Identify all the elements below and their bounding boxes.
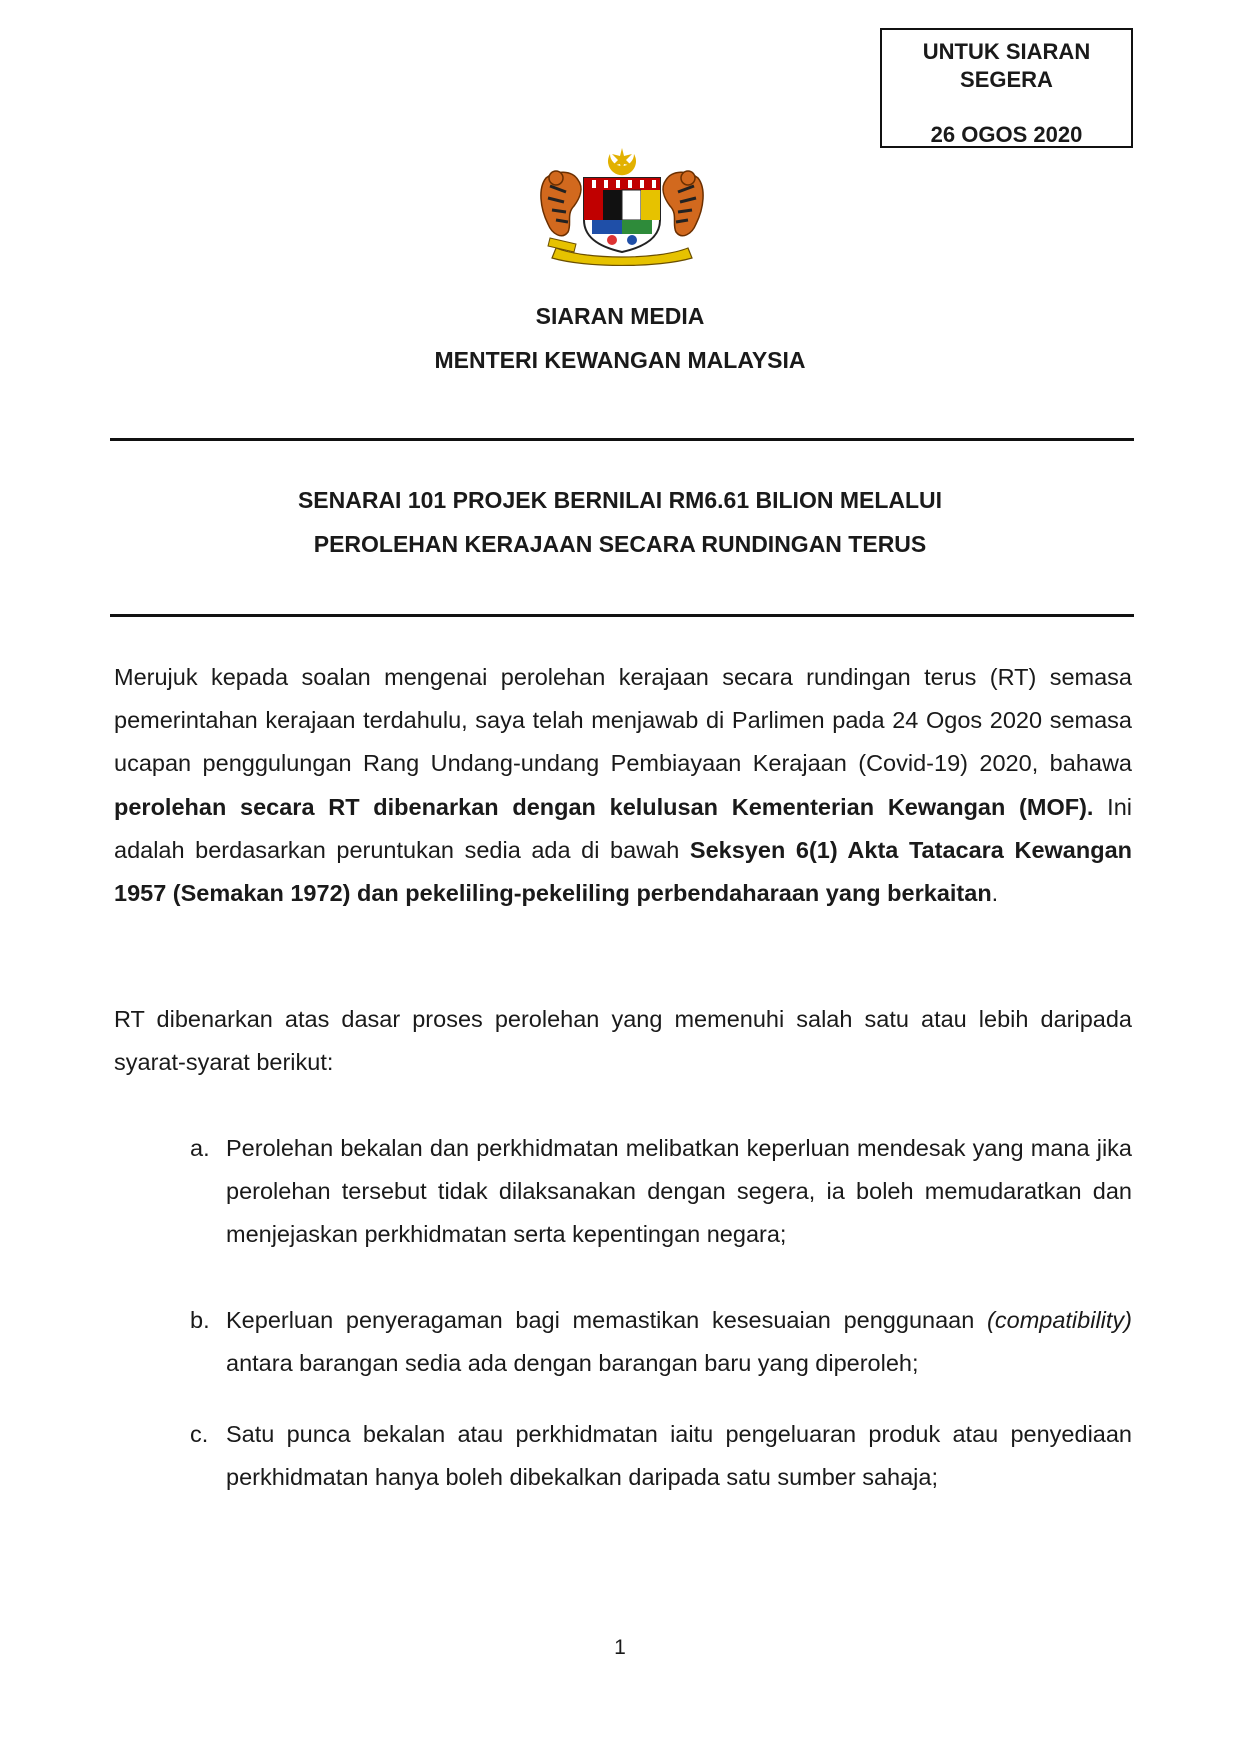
bottom-divider xyxy=(110,614,1134,617)
list-marker: b. xyxy=(190,1307,210,1333)
title-line1: SENARAI 101 PROJEK BERNILAI RM6.61 BILION MELALUI xyxy=(297,487,943,513)
media-release-label: SIARAN MEDIA xyxy=(535,303,705,329)
page-number: 1 xyxy=(614,1636,626,1659)
intro-bold-1: perolehan secara RT dibenarkan dengan kelulusan Kementerian Kewangan (MOF). xyxy=(114,793,1094,820)
ministry-name: MENTERI KEWANGAN MALAYSIA xyxy=(434,347,806,373)
list-item-italic: (compatibility) xyxy=(987,1307,1132,1333)
top-divider xyxy=(110,438,1134,441)
intro-text-1: Merujuk kepada soalan mengenai perolehan kerajaan secara rundingan terus (RT) semasa pemerintahan kerajaan terdahulu, saya telah menjawab di Parlimen pada 24 Ogos 2020 semasa ucapan penggulungan Rang Undang-undang Pembiayaan Kerajaan (Covid-19) 2020, bahawa xyxy=(114,664,1132,777)
title-line2: PEROLEHAN KERAJAAN SECARA RUNDINGAN TERUS xyxy=(313,531,927,557)
list-item-text-before: Keperluan penyeragaman bagi memastikan kesesuaian penggunaan xyxy=(226,1307,988,1333)
list-item-text: Satu punca bekalan atau perkhidmatan iaitu pengeluaran produk atau penyediaan perkhidmatan hanya boleh dibekalkan daripada satu sumber sahaja; xyxy=(226,1421,1132,1491)
intro-text-3: . xyxy=(991,880,999,907)
list-item xyxy=(190,1127,1132,1257)
intro-bold-2: Seksyen 6(1) Akta Tatacara Kewangan 1957 (Semakan 1972) dan pekeliling-pekeliling perbendaharaan yang berkaitan xyxy=(114,836,1132,907)
list-item-text-after: antara barangan sedia ada dengan barangan baru yang diperoleh; xyxy=(226,1350,919,1377)
list-item xyxy=(190,1299,1132,1385)
list-marker: c. xyxy=(190,1421,209,1447)
release-status-line2: SEGERA xyxy=(960,67,1053,92)
release-date: 26 OGOS 2020 xyxy=(930,122,1083,147)
list-item-text: Perolehan bekalan dan perkhidmatan melibatkan keperluan mendesak yang mana jika perolehan tersebut tidak dilaksanakan dengan segera, ia boleh memudaratkan dan menjejaskan perkhidmatan serta kepentingan negara; xyxy=(226,1135,1132,1248)
release-status-line1: UNTUK SIARAN xyxy=(922,39,1091,64)
intro-text-2: Ini adalah berdasarkan peruntukan sedia ada di bawah xyxy=(114,793,1132,863)
intro-paragraph xyxy=(114,656,1132,915)
list-item xyxy=(190,1413,1132,1499)
list-marker: a. xyxy=(190,1135,210,1161)
conditions-intro-paragraph: RT dibenarkan atas dasar proses perolehan yang memenuhi salah satu atau lebih daripada syarat-syarat berikut: xyxy=(114,1006,1132,1076)
release-status-box xyxy=(880,28,1133,148)
document-title xyxy=(0,478,1240,566)
malaysia-coat-of-arms-icon xyxy=(536,148,708,266)
list-item-text xyxy=(226,1299,1132,1385)
